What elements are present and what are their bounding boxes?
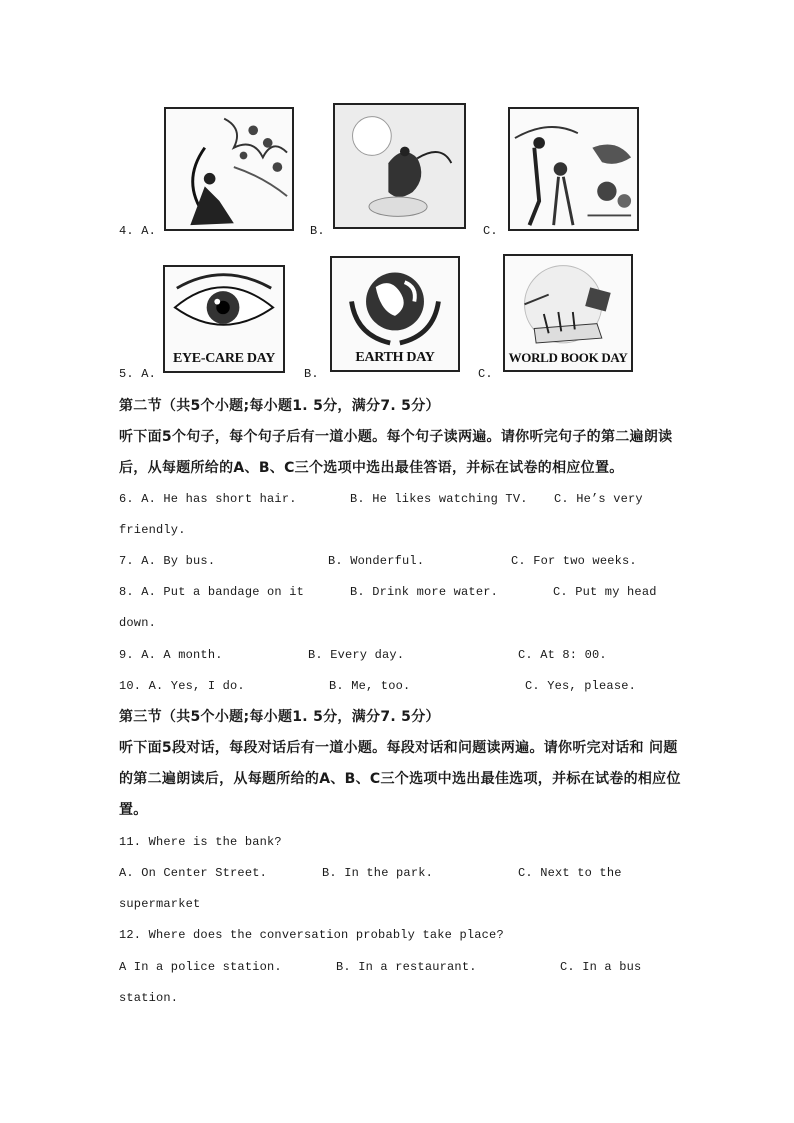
q6-option-a: 6. A. He has short hair. (119, 492, 297, 506)
q11-option-c-continued: supermarket (119, 897, 201, 911)
q4-picture-a[interactable] (164, 107, 294, 231)
q6-option-c: C. He’s very (554, 492, 643, 506)
q12-stem: 12. Where does the conversation probably take place? (119, 928, 504, 942)
q11-option-a: A. On Center Street. (119, 866, 268, 880)
earth-day-caption: EARTH DAY (355, 350, 435, 365)
q12-option-c-continued: station. (119, 991, 179, 1005)
q5-picture-a[interactable] (163, 265, 285, 373)
q5-b-label: B. (304, 367, 319, 381)
q9-option-b: B. Every day. (308, 648, 405, 662)
world-book-day-caption: WORLD BOOK DAY (508, 350, 628, 365)
q12-option-a: A In a police station. (119, 960, 282, 974)
q9-option-c: C. At 8: 00. (518, 648, 607, 662)
section2-instruction-line2: 后，从每题所给的A、B、C三个选项中选出最佳答语，并标在试卷的相应位置。 (119, 460, 624, 476)
q10-option-b: B. Me, too. (329, 679, 411, 693)
section3-instruction-line1: 听下面5段对话，每段对话后有一道小题。每段对话和问题读两遍。请你听完对话和 问题 (119, 740, 678, 756)
q4-c-label: C. (483, 224, 498, 238)
q4-b-label: B. (310, 224, 325, 238)
q5-c-label: C. (478, 367, 493, 381)
festival-crowd-illustration (510, 109, 637, 229)
eye-care-day-caption: EYE-CARE DAY (172, 351, 276, 366)
q7-option-b: B. Wonderful. (328, 554, 425, 568)
q7-option-a: 7. A. By bus. (119, 554, 216, 568)
q5-picture-b[interactable] (330, 256, 460, 372)
q8-option-c: C. Put my head (553, 585, 657, 599)
section3-heading: 第三节（共5个小题;每小题1. 5分，满分7. 5分） (119, 709, 440, 725)
q4-picture-c[interactable] (508, 107, 639, 231)
q8-option-c-continued: down. (119, 616, 157, 630)
q8-option-b: B. Drink more water. (350, 585, 499, 599)
q5-number: 5. A. (119, 367, 157, 381)
q11-option-b: B. In the park. (322, 866, 434, 880)
q6-option-c-continued: friendly. (119, 523, 186, 537)
q9-option-a: 9. A. A month. (119, 648, 223, 662)
q6-option-b: B. He likes watching TV. (350, 492, 528, 506)
q5-picture-c[interactable] (503, 254, 633, 372)
q4-picture-b[interactable] (333, 103, 466, 229)
q11-option-c: C. Next to the (518, 866, 622, 880)
section3-instruction-line3: 置。 (119, 802, 148, 818)
q4-number: 4. A. (119, 224, 157, 238)
q12-option-b: B. In a restaurant. (336, 960, 477, 974)
q10-option-c: C. Yes, please. (525, 679, 637, 693)
flying-fairy-illustration (335, 105, 464, 227)
q11-stem: 11. Where is the bank? (119, 835, 282, 849)
section3-instruction-line2: 的第二遍朗读后，从每题所给的A、B、C三个选项中选出最佳选项，并标在试卷的相应位 (119, 771, 681, 787)
q10-option-a: 10. A. Yes, I do. (119, 679, 245, 693)
moon-archer-illustration (166, 109, 292, 229)
q8-option-a: 8. A. Put a bandage on it (119, 585, 305, 599)
q12-option-c: C. In a bus (560, 960, 642, 974)
q7-option-c: C. For two weeks. (511, 554, 637, 568)
section2-instruction-line1: 听下面5个句子，每个句子后有一道小题。每个句子读两遍。请你听完句子的第二遍朗读 (119, 429, 673, 445)
section2-heading: 第二节（共5个小题;每小题1. 5分，满分7. 5分） (119, 398, 440, 414)
